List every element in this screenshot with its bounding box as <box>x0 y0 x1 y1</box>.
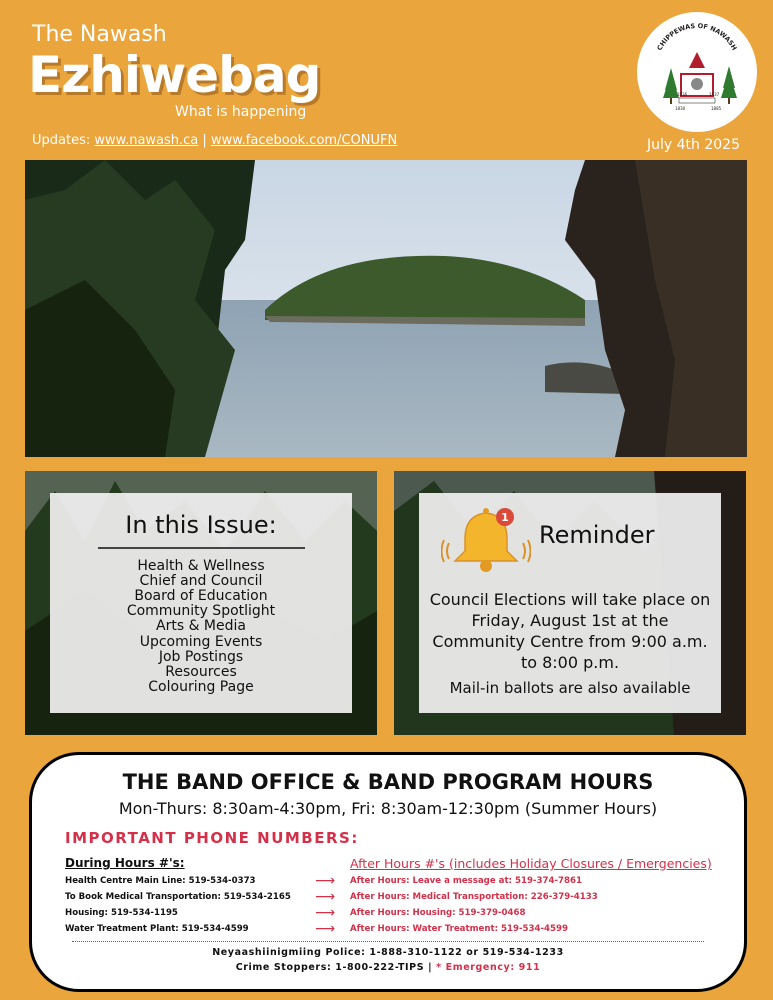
updates-label: Updates: <box>32 133 91 148</box>
emergency-number: * Emergency: 911 <box>436 962 541 973</box>
issue-item: Arts & Media <box>156 618 246 635</box>
after-number: After Hours: Water Treatment: 519-534-4599 <box>350 924 568 934</box>
bell-icon <box>441 503 531 578</box>
issue-card <box>50 493 352 713</box>
phone-row <box>65 889 725 908</box>
issue-item: Colouring Page <box>148 679 254 696</box>
arrow-right-icon: ⟶ <box>315 905 336 921</box>
phone-row <box>65 921 725 940</box>
svg-text:1837: 1837 <box>709 92 720 97</box>
issue-item: Community Spotlight <box>126 603 276 620</box>
facebook-link[interactable]: www.facebook.com/CONUFN <box>210 133 398 148</box>
during-number: Health Centre Main Line: 519-534-0373 <box>65 876 256 886</box>
issue-divider <box>98 547 305 549</box>
svg-text:1885: 1885 <box>711 106 722 111</box>
svg-text:1: 1 <box>501 511 509 524</box>
phones-heading: IMPORTANT PHONE NUMBERS: <box>65 829 359 847</box>
arrow-right-icon: ⟶ <box>315 921 336 937</box>
reminder-body: Council Elections will take place on Friday, August 1st at the Community Centre from 9:00 a.m. to 8:00 p.m. <box>429 590 711 672</box>
hero-photo <box>25 160 747 457</box>
during-hours-heading: During Hours #'s: <box>65 856 185 870</box>
website-link[interactable]: www.nawash.ca <box>94 133 199 148</box>
newsletter-title: Ezhiwebag <box>28 46 321 104</box>
header-line1: The Nawash <box>32 22 167 47</box>
dotted-divider <box>72 941 704 942</box>
svg-text:1830: 1830 <box>675 106 686 111</box>
arrow-right-icon: ⟶ <box>315 889 336 905</box>
issue-panel <box>25 471 377 735</box>
logo-seal <box>637 12 757 132</box>
hours-times: Mon-Thurs: 8:30am-4:30pm, Fri: 8:30am-12:30pm (Summer Hours) <box>118 799 658 818</box>
issue-title: In this Issue: <box>125 511 277 539</box>
issue-item: Health & Wellness <box>137 557 265 574</box>
after-number: After Hours: Housing: 519-379-0468 <box>350 908 526 918</box>
hours-title: THE BAND OFFICE & BAND PROGRAM HOURS <box>122 770 654 794</box>
issue-date: July 4th 2025 <box>647 137 740 153</box>
after-hours-heading: After Hours #'s (includes Holiday Closures / Emergencies) <box>350 856 712 871</box>
issue-item: Board of Education <box>134 587 268 604</box>
phone-row <box>65 905 725 924</box>
svg-text:CHIPPEWAS OF NAWASH: CHIPPEWAS OF NAWASH <box>655 21 739 52</box>
stoppers-separator: | <box>428 962 433 973</box>
issue-item: Resources <box>165 663 237 680</box>
after-number: After Hours: Leave a message at: 519-374-7861 <box>350 876 582 886</box>
during-number: Water Treatment Plant: 519-534-4599 <box>65 924 249 934</box>
hours-box <box>29 752 747 992</box>
crime-stoppers: Crime Stoppers: 1-800-222-TIPS <box>235 962 425 973</box>
after-number: After Hours: Medical Transportation: 226-379-4133 <box>350 892 598 902</box>
reminder-card <box>419 493 721 713</box>
updates-line <box>32 133 397 148</box>
reminder-title: Reminder <box>539 521 655 549</box>
phone-row <box>65 873 725 892</box>
newsletter-subtitle: What is happening <box>175 104 307 120</box>
reminder-mail-in: Mail-in ballots are also available <box>449 679 691 697</box>
updates-separator: | <box>202 133 207 148</box>
issue-item: Chief and Council <box>139 572 263 589</box>
issue-item: Job Postings <box>158 648 244 665</box>
issue-item: Upcoming Events <box>139 633 263 650</box>
during-number: To Book Medical Transportation: 519-534-2165 <box>65 892 291 902</box>
during-number: Housing: 519-534-1195 <box>65 908 178 918</box>
crime-stoppers-line <box>32 962 744 973</box>
issue-list <box>50 559 352 696</box>
svg-text:1836: 1836 <box>677 92 688 97</box>
reminder-panel <box>394 471 746 735</box>
arrow-right-icon: ⟶ <box>315 873 336 889</box>
police-line: Neyaashiinigmiing Police: 1-888-310-1122 or 519-534-1233 <box>212 947 564 958</box>
